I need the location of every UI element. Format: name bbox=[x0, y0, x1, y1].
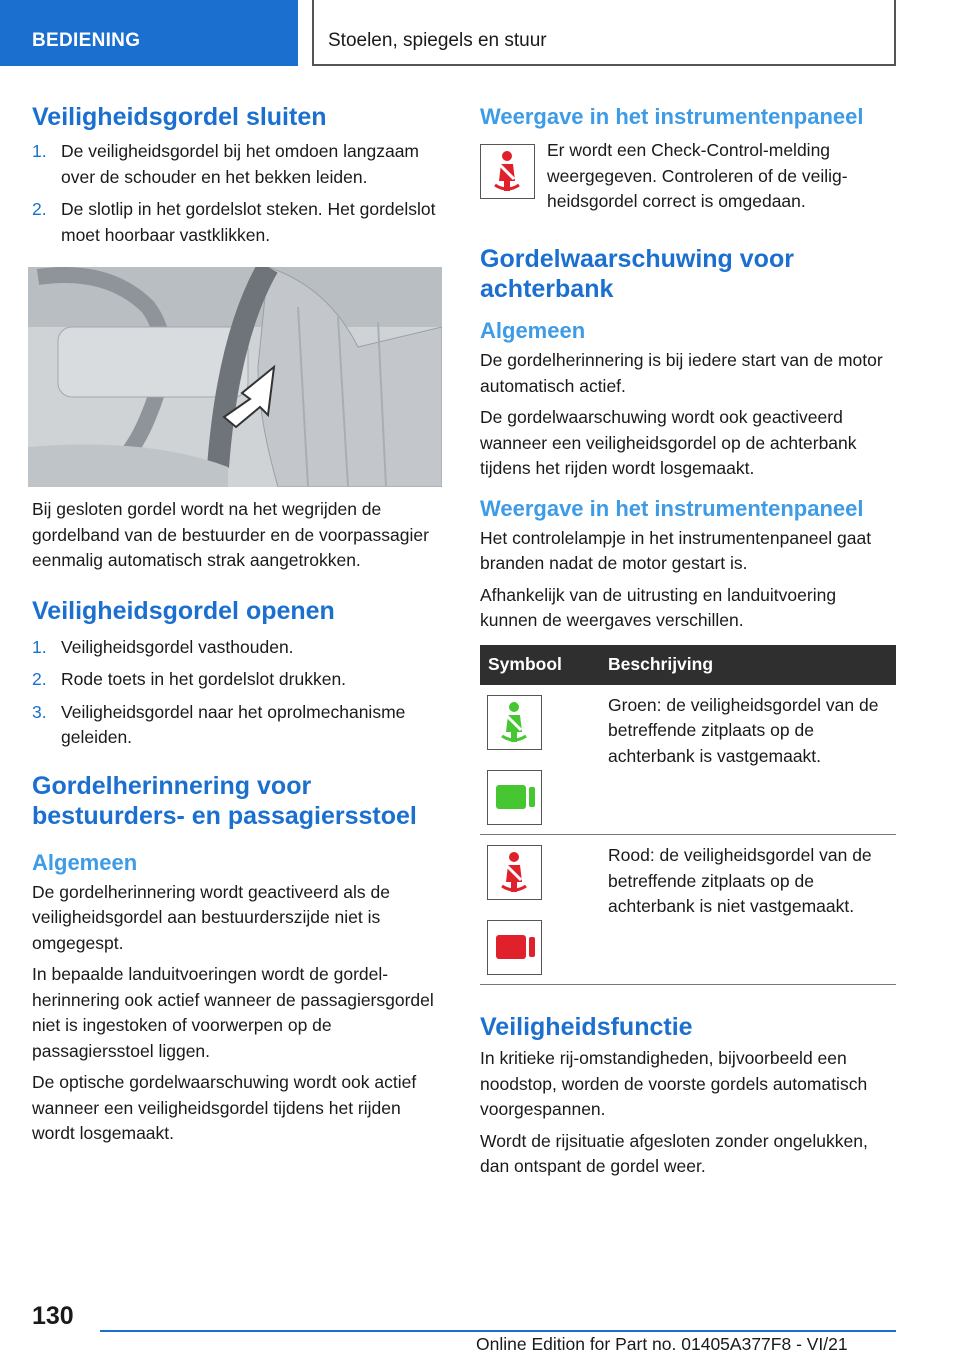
column-header-description: Beschrijving bbox=[600, 645, 896, 685]
paragraph: De gordelherinnering is bij iedere start van de motor automatisch actief. bbox=[480, 350, 883, 396]
heading-veiligheidsfunctie: Veiligheidsfunctie bbox=[480, 1013, 693, 1041]
seatbelt-warning-icon bbox=[480, 144, 535, 199]
section-tab: BEDIENING bbox=[0, 0, 298, 66]
table-header-row bbox=[480, 645, 896, 685]
step-number: 3. bbox=[32, 701, 47, 722]
heading-weergave-2: Weergave in het instrumentenpaneel bbox=[480, 495, 864, 521]
step-item bbox=[32, 197, 446, 248]
subheading-algemeen: Algemeen bbox=[32, 849, 138, 875]
check-control-text: Er wordt een Check-Control-melding weergegeven. Controleren of de veiligheidsgordel correct is omgedaan. bbox=[547, 140, 848, 211]
heading-openen: Veiligheidsgordel openen bbox=[32, 596, 335, 625]
step-text: De slotlip in het gordelslot steken. Het gordelslot moet hoorbaar vastklikken. bbox=[61, 199, 436, 245]
seatbelt-photo bbox=[28, 267, 442, 487]
paragraph: De gordelwaarschuwing wordt ook geactiveerd wanneer een veiligheidsgordel op de achterbank tijdens het rijden wordt losgemaakt. bbox=[480, 407, 857, 478]
step-number: 1. bbox=[32, 141, 47, 161]
step-item bbox=[32, 700, 446, 751]
page-number: 130 bbox=[32, 1302, 74, 1330]
description-cell: Groen: de veiligheidsgordel van de betreffende zitplaats op de achterbank is vastgemaakt. bbox=[600, 685, 896, 835]
table-row bbox=[480, 835, 896, 985]
step-item bbox=[32, 667, 446, 693]
chapter-title: Stoelen, spiegels en stuur bbox=[312, 0, 896, 66]
step-text: Veiligheidsgordel vasthouden. bbox=[61, 636, 294, 657]
heading-sluiten: Veiligheidsgordel sluiten bbox=[32, 103, 327, 131]
red-seatbelt-icon bbox=[487, 845, 542, 900]
edition-text: Online Edition for Part no. 01405A377F8 - VI/21 bbox=[476, 1334, 848, 1354]
step-text: Veiligheidsgordel naar het oprolmechanisme geleiden. bbox=[61, 701, 406, 747]
page-header bbox=[0, 0, 960, 66]
step-number: 2. bbox=[32, 199, 47, 219]
paragraph: De gordelherinnering wordt geactiveerd als de veiligheidsgordel aan bestuurderszijde niet is omgegespt. bbox=[32, 881, 390, 953]
seatbelt-illustration bbox=[28, 267, 442, 487]
symbol-cell bbox=[480, 835, 600, 985]
steps-openen bbox=[32, 635, 446, 751]
subheading-algemeen-2: Algemeen bbox=[480, 318, 586, 343]
symbol-cell bbox=[480, 685, 600, 835]
step-item bbox=[32, 635, 446, 661]
green-seat-icon bbox=[487, 770, 542, 825]
step-text: Rode toets in het gordelslot drukken. bbox=[61, 669, 347, 689]
heading-achterbank: Gordelwaarschuwing voor achterbank bbox=[480, 245, 794, 303]
step-item bbox=[32, 139, 446, 190]
step-number: 1. bbox=[32, 636, 47, 657]
green-seatbelt-icon bbox=[487, 695, 542, 750]
heading-herinnering: Gordelherinnering voor bestuurders- en passagiersstoel bbox=[32, 771, 417, 830]
step-text: De veiligheidsgordel bij het omdoen langzaam over de schouder en het bekken leiden. bbox=[61, 141, 419, 187]
paragraph: Wordt de rijsituatie afgesloten zonder ongelukken, dan ontspant de gordel weer. bbox=[480, 1130, 868, 1176]
red-seat-icon bbox=[487, 920, 542, 975]
heading-weergave-1: Weergave in het instrumentenpaneel bbox=[480, 104, 864, 129]
check-control-block bbox=[480, 142, 896, 224]
left-column bbox=[32, 100, 446, 1147]
paragraph-after-photo: Bij gesloten gordel wordt na het wegrijden de gordelband van de bestuurder en de voorpassagier eenmalig automatisch strak aangetrokken. bbox=[32, 499, 429, 570]
right-column bbox=[480, 100, 896, 1180]
paragraph: In kritieke rij-omstandigheden, bijvoorbeeld een noodstop, worden de voorste gordels automatisch voorgespannen. bbox=[480, 1048, 868, 1119]
symbol-table bbox=[480, 645, 896, 986]
paragraph: In bepaalde landuitvoeringen wordt de gordelherinnering ook actief wanneer de passagiersgordel niet is ingestoken of voorwerpen op de passagiersstoel liggen. bbox=[32, 964, 434, 1061]
column-header-symbol: Symbool bbox=[480, 645, 600, 685]
steps-sluiten bbox=[32, 139, 446, 248]
footer-divider bbox=[100, 1330, 896, 1332]
paragraph: Het controlelampje in het instrumentenpaneel gaat branden nadat de motor gestart is. bbox=[480, 527, 872, 573]
description-cell: Rood: de veiligheidsgordel van de betreffende zitplaats op de achterbank is niet vastgemaakt. bbox=[600, 835, 896, 985]
paragraph: De optische gordelwaarschuwing wordt ook actief wanneer een veiligheidsgordel tijdens het rijden wordt losgemaakt. bbox=[32, 1072, 417, 1143]
paragraph: Afhankelijk van de uitrusting en landuitvoering kunnen de weergaves verschillen. bbox=[480, 584, 837, 630]
table-row bbox=[480, 685, 896, 835]
step-number: 2. bbox=[32, 669, 47, 689]
